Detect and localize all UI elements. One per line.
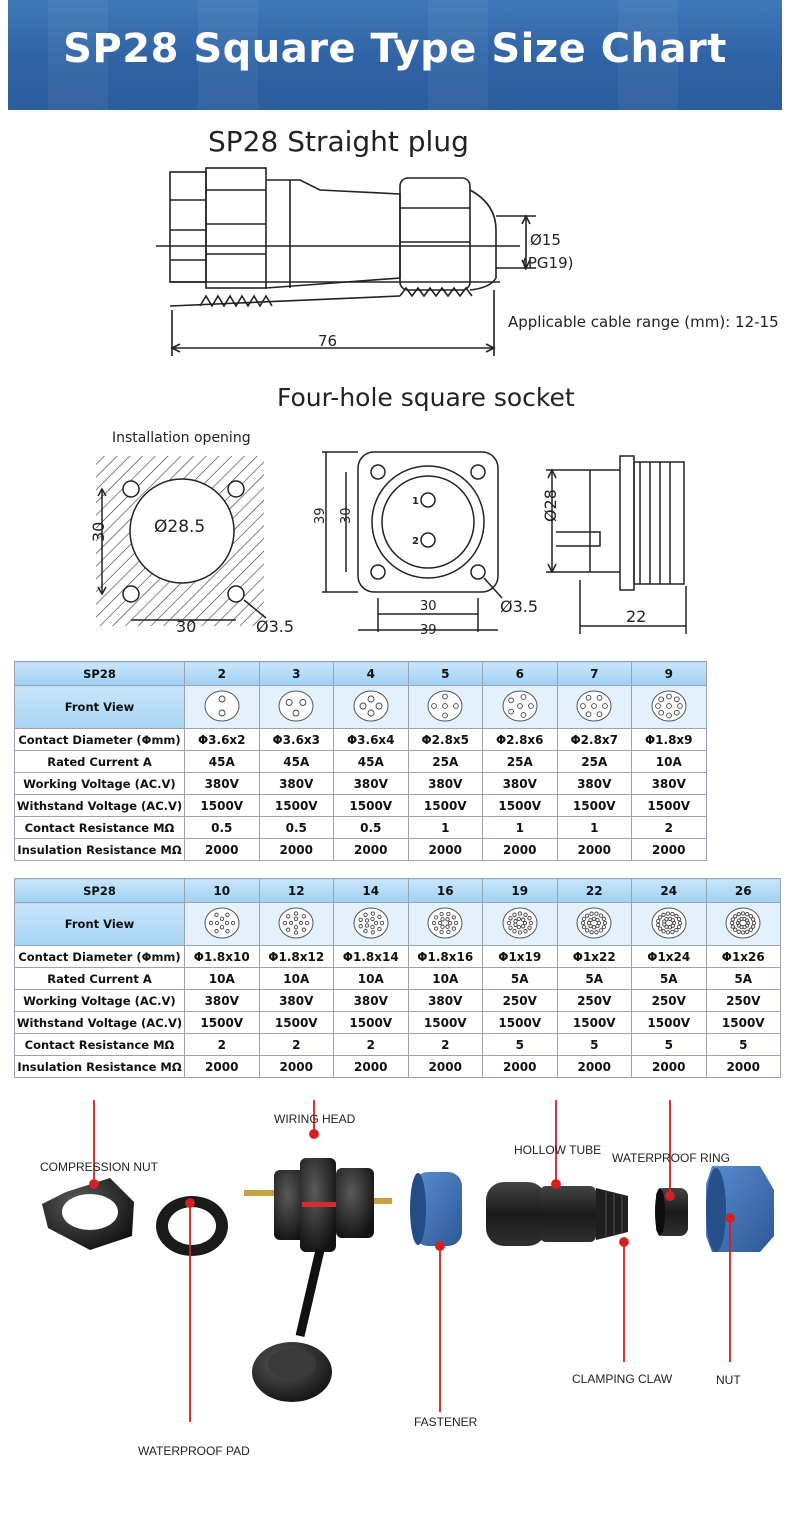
row-label: Contact Diameter (Φmm) [15, 946, 185, 968]
front-view-cell [632, 686, 707, 729]
row-label: Front View [15, 686, 185, 729]
pins-cell: 22 [557, 879, 632, 903]
table-cell: 1500V [706, 1012, 781, 1034]
front-view-cell [334, 903, 409, 946]
front-view-cell [483, 903, 558, 946]
pins-cell: 4 [334, 662, 409, 686]
table-cell: 250V [557, 990, 632, 1012]
table-cell: 2000 [706, 1056, 781, 1078]
connector-face [205, 691, 239, 721]
table-cell: 2 [334, 1034, 409, 1056]
front-view-cell [483, 686, 558, 729]
table-cell: 1500V [632, 795, 707, 817]
plug-drawing [0, 160, 790, 365]
connector-face [577, 908, 611, 938]
pins-cell: 19 [483, 879, 558, 903]
table-cell: Φ3.6x2 [185, 729, 260, 751]
front-outer-height-label: 39 [313, 507, 328, 524]
front-view-cell [408, 903, 483, 946]
table-cell: 380V [185, 773, 260, 795]
pins-cell: 3 [259, 662, 334, 686]
waterproof-pad-label: WATERPROOF PAD [138, 1444, 250, 1458]
opening-hole-label: Ø3.5 [256, 617, 295, 636]
pin-face-icon [202, 689, 242, 723]
table-row [15, 729, 707, 751]
table-cell: Φ2.8x7 [557, 729, 632, 751]
table-cell: 0.5 [334, 817, 409, 839]
table-cell: 2 [632, 817, 707, 839]
connector-face [652, 691, 686, 721]
wiring-head-part [244, 1158, 392, 1402]
hollow-tube-part [486, 1182, 628, 1246]
pin-face-icon [276, 689, 316, 723]
table-cell: Φ1x24 [632, 946, 707, 968]
table-cell: 1500V [483, 795, 558, 817]
connector-face [428, 908, 462, 938]
pin-face-icon [202, 906, 242, 940]
front-view-cell [557, 903, 632, 946]
nut-label: NUT [716, 1373, 741, 1387]
table-cell: 25A [483, 751, 558, 773]
table-cell: 1500V [483, 1012, 558, 1034]
row-label: Contact Resistance MΩ [15, 817, 185, 839]
front-hole-label: Ø3.5 [500, 597, 539, 616]
row-label: Withstand Voltage (AC.V) [15, 795, 185, 817]
spec-table-1 [14, 661, 707, 861]
pins-cell: 5 [408, 662, 483, 686]
table-cell: 2000 [557, 1056, 632, 1078]
table-cell: 45A [259, 751, 334, 773]
pin-1-label: 1 [412, 496, 419, 507]
table-cell: 5A [632, 968, 707, 990]
table-cell: 5A [483, 968, 558, 990]
pin-face-icon [425, 689, 465, 723]
table-cell: 2000 [185, 1056, 260, 1078]
plug-length-label: 76 [318, 332, 338, 350]
table-row [15, 946, 781, 968]
table-cell: Φ1.8x16 [408, 946, 483, 968]
wiring-head-label: WIRING HEAD [274, 1112, 356, 1126]
pin-face-icon [574, 689, 614, 723]
table-cell: 380V [408, 990, 483, 1012]
table-cell: 2000 [334, 1056, 409, 1078]
table-cell: Φ1x19 [483, 946, 558, 968]
model-cell: SP28 [15, 879, 185, 903]
pins-cell: 12 [259, 879, 334, 903]
connector-face [279, 908, 313, 938]
page-title: SP28 Square Type Size Chart [63, 26, 727, 72]
table-cell: 10A [334, 968, 409, 990]
table-cell: 0.5 [259, 817, 334, 839]
table-cell: 2000 [632, 1056, 707, 1078]
connector-face [503, 691, 537, 721]
pins-cell: 10 [185, 879, 260, 903]
front-view-cell [259, 903, 334, 946]
pin-2-label: 2 [412, 536, 419, 547]
table-cell: Φ1.8x14 [334, 946, 409, 968]
table-cell: Φ2.8x6 [483, 729, 558, 751]
table-cell: 380V [483, 773, 558, 795]
pin-face-icon [425, 906, 465, 940]
table-cell: 5 [557, 1034, 632, 1056]
table-cell: 1500V [259, 1012, 334, 1034]
table-cell: 2000 [557, 839, 632, 861]
pin-face-icon [500, 689, 540, 723]
plug-pg-label: (PG19) [522, 254, 574, 272]
table-cell: 1500V [557, 1012, 632, 1034]
table-row [15, 817, 707, 839]
table-cell: 10A [408, 968, 483, 990]
row-label: Withstand Voltage (AC.V) [15, 1012, 185, 1034]
model-cell: SP28 [15, 662, 185, 686]
table-cell: 10A [185, 968, 260, 990]
front-view-cell [259, 686, 334, 729]
table-cell: 2000 [259, 839, 334, 861]
table-cell: 2 [185, 1034, 260, 1056]
table-row [15, 839, 707, 861]
table-cell: 5A [557, 968, 632, 990]
clamping-claw-label: CLAMPING CLAW [572, 1372, 673, 1386]
table-row [15, 686, 707, 729]
table-cell: 5 [483, 1034, 558, 1056]
front-view-cell [706, 903, 781, 946]
table-cell: 5 [706, 1034, 781, 1056]
pin-face-icon [649, 906, 689, 940]
table-cell: Φ1x22 [557, 946, 632, 968]
plug-title: SP28 Straight plug [208, 125, 469, 158]
pin-face-icon [574, 906, 614, 940]
row-label: Front View [15, 903, 185, 946]
table-cell: 1500V [632, 1012, 707, 1034]
table-cell: 10A [259, 968, 334, 990]
compression-nut-label: COMPRESSION NUT [40, 1160, 159, 1174]
table-cell: Φ1.8x9 [632, 729, 707, 751]
table-cell: 1 [557, 817, 632, 839]
table-cell: 1500V [185, 795, 260, 817]
table-row [15, 795, 707, 817]
table-cell: 2000 [483, 1056, 558, 1078]
connector-face [428, 691, 462, 721]
pin-face-icon [500, 906, 540, 940]
front-view-cell [185, 686, 260, 729]
table-cell: Φ3.6x3 [259, 729, 334, 751]
connector-face [354, 691, 388, 721]
table-cell: 250V [706, 990, 781, 1012]
table-cell: 5 [632, 1034, 707, 1056]
table-cell: Φ1.8x10 [185, 946, 260, 968]
pin-face-icon [351, 689, 391, 723]
socket-drawing [0, 420, 790, 645]
front-view-cell [408, 686, 483, 729]
front-view-cell [334, 686, 409, 729]
table-cell: 380V [259, 990, 334, 1012]
table-cell: 380V [334, 773, 409, 795]
connector-face [503, 908, 537, 938]
table-cell: 5A [706, 968, 781, 990]
compression-nut-part [42, 1178, 134, 1250]
pin-face-icon [276, 906, 316, 940]
table-cell: 2000 [408, 1056, 483, 1078]
front-view-cell [632, 903, 707, 946]
connector-face [726, 908, 760, 938]
row-label: Insulation Resistance MΩ [15, 839, 185, 861]
side-length-label: 22 [626, 607, 647, 626]
pins-cell: 16 [408, 879, 483, 903]
table-cell: 25A [557, 751, 632, 773]
opening-diameter-label: Ø28.5 [154, 517, 206, 537]
row-label: Rated Current A [15, 751, 185, 773]
table-cell: 0.5 [185, 817, 260, 839]
table-cell: 380V [408, 773, 483, 795]
nut-part [706, 1166, 774, 1252]
table-cell: 380V [557, 773, 632, 795]
table-cell: 1 [483, 817, 558, 839]
row-label: Rated Current A [15, 968, 185, 990]
table-cell: Φ2.8x5 [408, 729, 483, 751]
table-cell: 45A [185, 751, 260, 773]
table-row [15, 879, 781, 903]
front-outer-width-label: 39 [420, 623, 437, 638]
table-row [15, 903, 781, 946]
table-cell: 1500V [259, 795, 334, 817]
pin-face-icon [723, 906, 763, 940]
table-cell: 1500V [408, 1012, 483, 1034]
table-cell: 2000 [259, 1056, 334, 1078]
front-inner-width-label: 30 [420, 599, 437, 614]
table-row [15, 968, 781, 990]
install-opening-label: Installation opening [112, 430, 251, 446]
table-row [15, 662, 707, 686]
table-cell: 1500V [557, 795, 632, 817]
table-cell: 1500V [185, 1012, 260, 1034]
table-cell: Φ1x26 [706, 946, 781, 968]
table-cell: 2 [259, 1034, 334, 1056]
table-cell: 380V [259, 773, 334, 795]
table-row [15, 1056, 781, 1078]
pin-face-icon [351, 906, 391, 940]
opening-width-label: 30 [176, 617, 197, 636]
pins-cell: 26 [706, 879, 781, 903]
socket-title: Four-hole square socket [277, 383, 575, 412]
fastener-part [410, 1172, 462, 1246]
waterproof-ring-label: WATERPROOF RING [612, 1151, 730, 1165]
spec-table-2 [14, 878, 781, 1078]
table-row [15, 990, 781, 1012]
table-cell: 2000 [483, 839, 558, 861]
pins-cell: 2 [185, 662, 260, 686]
title-banner [8, 0, 782, 110]
table-cell: 380V [632, 773, 707, 795]
row-label: Contact Diameter (Φmm) [15, 729, 185, 751]
front-view-cell [557, 686, 632, 729]
table-cell: 250V [483, 990, 558, 1012]
table-cell: 380V [185, 990, 260, 1012]
table-cell: 1500V [408, 795, 483, 817]
table-cell: 1500V [334, 1012, 409, 1034]
table-row [15, 1012, 781, 1034]
table-cell: 1500V [334, 795, 409, 817]
row-label: Working Voltage (AC.V) [15, 773, 185, 795]
row-label: Working Voltage (AC.V) [15, 990, 185, 1012]
hollow-tube-label: HOLLOW TUBE [514, 1143, 602, 1157]
table-cell: 2000 [408, 839, 483, 861]
table-cell: 10A [632, 751, 707, 773]
front-view-cell [185, 903, 260, 946]
row-label: Contact Resistance MΩ [15, 1034, 185, 1056]
side-diameter-label: Ø28 [541, 489, 560, 522]
table-cell: 2000 [334, 839, 409, 861]
front-inner-height-label: 30 [339, 507, 354, 524]
pins-cell: 14 [334, 879, 409, 903]
table-row [15, 751, 707, 773]
opening-height-label: 30 [89, 521, 108, 542]
fastener-label: FASTENER [414, 1415, 478, 1429]
table-cell: 250V [632, 990, 707, 1012]
table-cell: 380V [334, 990, 409, 1012]
connector-face [577, 691, 611, 721]
table-cell: 45A [334, 751, 409, 773]
connector-face [279, 691, 313, 721]
table-cell: 2 [408, 1034, 483, 1056]
plug-diameter-label: Ø15 [530, 231, 561, 249]
pins-cell: 24 [632, 879, 707, 903]
cable-range-label: Applicable cable range (mm): 12-15 [508, 313, 779, 331]
pins-cell: 9 [632, 662, 707, 686]
table-row [15, 1034, 781, 1056]
pins-cell: 6 [483, 662, 558, 686]
pins-cell: 7 [557, 662, 632, 686]
pin-face-icon [649, 689, 689, 723]
table-cell: Φ1.8x12 [259, 946, 334, 968]
connector-face [205, 908, 239, 938]
table-cell: 2000 [185, 839, 260, 861]
table-row [15, 773, 707, 795]
table-cell: Φ3.6x4 [334, 729, 409, 751]
table-cell: 2000 [632, 839, 707, 861]
table-cell: 1 [408, 817, 483, 839]
connector-face [354, 908, 388, 938]
row-label: Insulation Resistance MΩ [15, 1056, 185, 1078]
table-cell: 25A [408, 751, 483, 773]
